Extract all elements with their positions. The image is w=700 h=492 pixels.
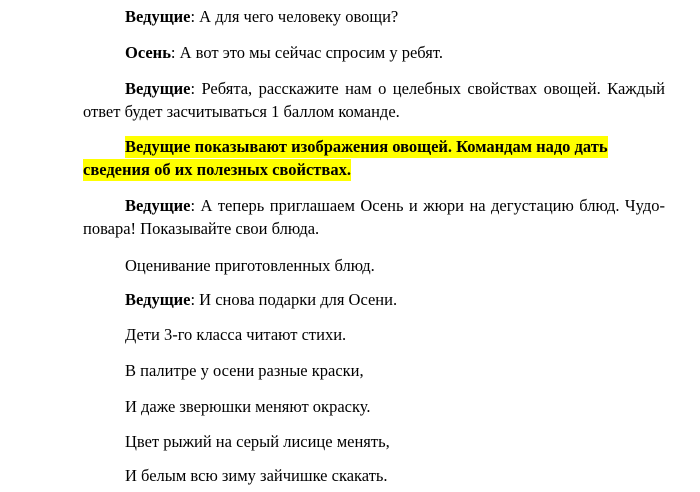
paragraph-text: : И снова подарки для Осени.: [190, 290, 398, 309]
paragraph-8: [83, 323, 665, 346]
speaker-label: Ведущие: [125, 196, 191, 215]
paragraph-text: И белым всю зиму зайчишке скакать.: [125, 466, 388, 485]
paragraph-text: : А для чего человеку овощи?: [190, 7, 399, 26]
highlighted-line-2: сведения об их полезных свойствах.: [83, 160, 351, 179]
paragraph-text: В палитре у осени разные краски,: [125, 361, 364, 380]
speaker-label: Ведущие: [125, 290, 191, 309]
paragraph-text: И даже зверюшки меняют окраску.: [125, 397, 371, 416]
paragraph-text: Цвет рыжий на серый лисице менять,: [125, 432, 390, 451]
speaker-label: Ведущие: [125, 7, 191, 26]
paragraph-text: : А вот это мы сейчас спросим у ребят.: [170, 43, 443, 62]
paragraph-text: : Ребята, расскажите нам о целебных свойствах овощей. Каждый ответ будет засчитываться 1 баллом команде.: [83, 79, 665, 121]
paragraph-2: [83, 41, 665, 64]
paragraph-6: [83, 254, 665, 277]
poem-line-3: [83, 430, 665, 453]
poem-line-1: [83, 359, 665, 382]
paragraph-3: [83, 77, 665, 123]
highlighted-line-1: Ведущие показывают изображения овощей. Командам надо дать: [125, 137, 608, 156]
paragraph-text: Дети 3-го класса читают стихи.: [125, 325, 347, 344]
paragraph-1: [83, 5, 665, 28]
speaker-label: Ведущие: [125, 79, 191, 98]
highlighted-instruction: [83, 136, 665, 182]
paragraph-7: [83, 288, 665, 311]
paragraph-text: : А теперь приглашаем Осень и жюри на дегустацию блюд. Чудо-повара! Показывайте свои блюда.: [83, 196, 665, 238]
poem-line-2: [83, 395, 665, 418]
paragraph-text: Оценивание приготовленных блюд.: [125, 256, 375, 275]
paragraph-5: [83, 194, 665, 240]
speaker-label: Осень: [125, 43, 171, 62]
poem-line-4: [83, 464, 665, 487]
